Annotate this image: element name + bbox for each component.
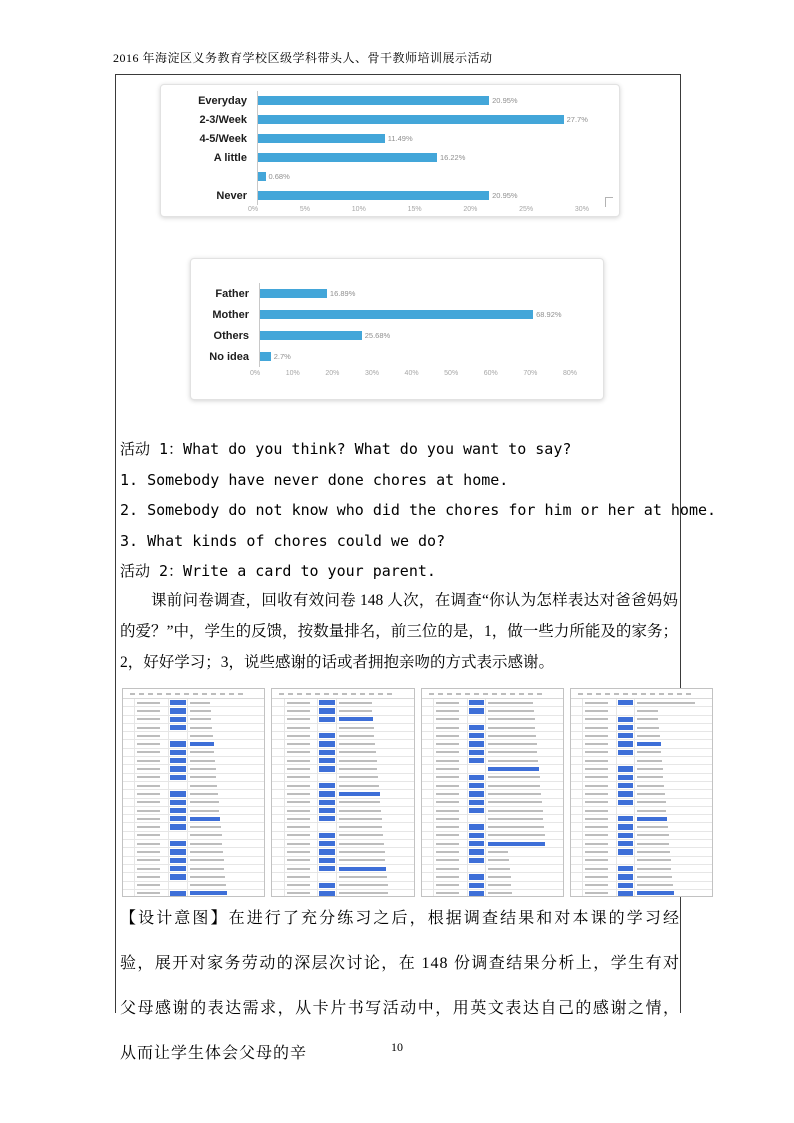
x-tick-label: 20%: [463, 206, 478, 213]
chart-category-label: Father: [215, 287, 249, 300]
activities-block: [120, 434, 717, 587]
chart-chores-frequency: [160, 84, 620, 217]
activity-1-item-1: 1. Somebody have never done chores at home.: [120, 470, 509, 489]
chart-value-label: 16.22%: [439, 153, 466, 162]
page-number: 10: [391, 1040, 403, 1054]
chart-value-label: 0.68%: [268, 172, 290, 181]
chart-bar-track: [257, 129, 619, 148]
chart-bar: [258, 191, 489, 200]
chart-category-label: 4-5/Week: [199, 132, 247, 145]
result-table-header: [571, 689, 712, 699]
chart-value-label: 68.92%: [536, 310, 562, 319]
chart-rows: [161, 85, 619, 205]
activity-1-item-2: 2. Somebody do not know who did the chores for him or her at home.: [120, 501, 717, 520]
chart-bar-track: [259, 283, 603, 304]
chart-category-label: A little: [213, 151, 247, 164]
x-tick-label: 10%: [351, 206, 366, 213]
x-tick-label: 50%: [444, 370, 459, 377]
result-table-image: [122, 688, 265, 897]
chart-bar-track: [259, 346, 603, 367]
chart-bar: [258, 96, 489, 105]
x-tick-label: 20%: [325, 370, 340, 377]
chart-value-label: 20.95%: [492, 191, 518, 200]
chart-row: [161, 91, 619, 110]
x-tick-label: 30%: [364, 370, 379, 377]
chart-category-label: No idea: [209, 350, 249, 363]
x-tick-label: 10%: [285, 370, 300, 377]
chart-bar: [260, 331, 362, 340]
result-table-header: [422, 689, 563, 699]
chart-category-label: Everyday: [198, 94, 247, 107]
chart-row: [161, 110, 619, 129]
x-tick-label: 5%: [299, 206, 311, 213]
chart-value-label: 2.7%: [273, 352, 291, 361]
chart-bar: [260, 352, 271, 361]
result-table-header: [272, 689, 413, 699]
chart-bar-track: [259, 325, 603, 346]
page-header: 2016 年海淀区义务教育学校区级学科带头人、骨干教师培训展示活动: [113, 51, 493, 65]
chart-bar-track: [257, 167, 619, 186]
x-tick-label: 80%: [562, 370, 577, 377]
chart-category-label: Never: [216, 189, 247, 202]
chart-bar-track: [257, 186, 619, 205]
chart-value-label: 16.89%: [329, 289, 356, 298]
chart-bar-track: [257, 148, 619, 167]
chart-who-does-chores: [190, 258, 604, 400]
x-tick-label: 40%: [404, 370, 419, 377]
chart-value-label: 20.95%: [492, 96, 518, 105]
x-tick-label: 15%: [407, 206, 422, 213]
survey-summary-paragraph: 课前问卷调查，回收有效问卷 148 人次，在调查“你认为怎样表达对爸爸妈妈的爱？”中，学生的反馈，按数量排名，前三位的是，1，做一些力所能及的家务；2，好好学习；3，说些感谢的话或者拥抱亲吻的方式表示感谢。: [120, 592, 678, 671]
chart-x-axis: [248, 206, 589, 213]
chart-bar-track: [257, 91, 619, 110]
chart-category-label: 2-3/Week: [199, 113, 247, 126]
chart-value-label: 25.68%: [364, 331, 391, 340]
x-tick-label: 30%: [574, 206, 589, 213]
activity-1-item-3: 3. What kinds of chores could we do?: [120, 531, 446, 550]
x-tick-label: 0%: [250, 370, 261, 377]
survey-result-tables: [122, 688, 713, 897]
result-table-image: [271, 688, 414, 897]
chart-value-label: 27.7%: [566, 115, 588, 124]
chart-row: [161, 129, 619, 148]
chart-rows: [191, 259, 603, 367]
activity-2-title: 活动 2：Write a card to your parent.: [120, 562, 436, 581]
chart-bar: [258, 153, 437, 162]
chart-row: [191, 325, 603, 346]
activity-1-title: 活动 1：What do you think? What do you want to say?: [120, 440, 572, 458]
chart-row: [191, 304, 603, 325]
chart-bar: [258, 115, 564, 124]
chart-bar: [258, 172, 266, 181]
chart-row: [161, 148, 619, 167]
chart-bar: [260, 289, 327, 298]
chart-row: [191, 346, 603, 367]
result-table-image: [570, 688, 713, 897]
result-table-image: [421, 688, 564, 897]
x-tick-label: 70%: [523, 370, 538, 377]
chart-row: [161, 167, 619, 186]
result-table-header: [123, 689, 264, 699]
chart-row: [161, 186, 619, 205]
chart-bar-track: [259, 304, 603, 325]
chart-category-label: Others: [213, 329, 249, 342]
chart-bar: [258, 134, 385, 143]
chart-bar: [260, 310, 533, 319]
chart-value-label: 11.49%: [387, 134, 413, 143]
x-tick-label: 0%: [248, 206, 259, 213]
chart-row: [191, 283, 603, 304]
chart-x-axis: [250, 370, 577, 377]
chart-category-label: Mother: [212, 308, 249, 321]
x-tick-label: 25%: [519, 206, 534, 213]
chart-bar-track: [257, 110, 619, 129]
design-intent-note: 【设计意图】在进行了充分练习之后，根据调查结果和对本课的学习经验，展开对家务劳动的深层次讨论，在 148 份调查结果分析上，学生有对父母感谢的表达需求，从卡片书写活动中，用英文表达自己的感谢之情，从而让学生体会父母的辛: [120, 910, 680, 1062]
chart-scroll-artifact: [605, 197, 613, 207]
x-tick-label: 60%: [483, 370, 498, 377]
